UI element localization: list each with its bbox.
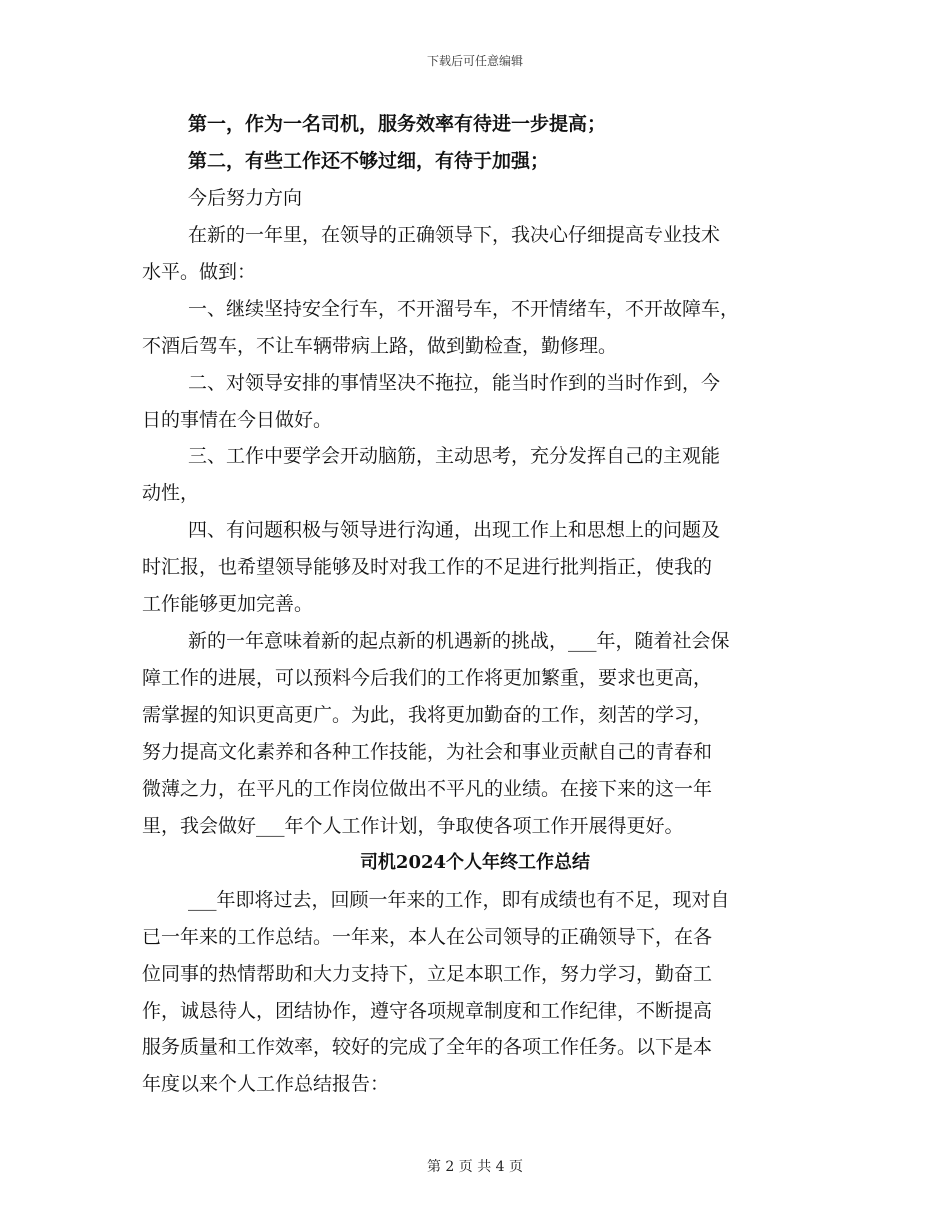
paragraph-line: 已一年来的工作总结。一年来，本人在公司领导的正确领导下，在各 xyxy=(142,925,713,948)
paragraph-line: 不酒后驾车，不让车辆带病上路，做到勤检查，勤修理。 xyxy=(142,334,618,357)
paragraph-line: 年度以来个人工作总结报告： xyxy=(142,1073,390,1096)
point-one-bold: 第一，作为一名司机，服务效率有待进一步提高； xyxy=(188,113,607,135)
paragraph-line: 时汇报，也希望领导能够及时对我工作的不足进行批判指正，使我的 xyxy=(142,556,713,579)
paragraph-line: 日的事情在今日做好。 xyxy=(142,408,333,431)
paragraph-line: 新的一年意味着新的起点新的机遇新的挑战，___年，随着社会保 xyxy=(188,630,730,653)
paragraph-line: 水平。做到： xyxy=(142,260,257,283)
paragraph-line: 里，我会做好___年个人工作计划，争取使各项工作开展得更好。 xyxy=(142,814,684,837)
paragraph-line: ___年即将过去，回顾一年来的工作，即有成绩也有不足，现对自 xyxy=(188,888,730,911)
paragraph-line: 工作能够更加完善。 xyxy=(142,593,314,616)
paragraph-line: 服务质量和工作效率，较好的完成了全年的各项工作任务。以下是本 xyxy=(142,1036,713,1059)
list-item-four: 四、有问题积极与领导进行沟通，出现工作上和思想上的问题及 xyxy=(188,519,721,542)
page-header: 下载后可任意编辑 xyxy=(426,54,523,68)
paragraph-line: 微薄之力，在平凡的工作岗位做出不平凡的业绩。在接下来的这一年 xyxy=(142,777,713,800)
paragraph-line: 作，诚恳待人，团结协作，遵守各项规章制度和工作纪律，不断提高 xyxy=(142,999,713,1022)
paragraph-line: 位同事的热情帮助和大力支持下，立足本职工作，努力学习，勤奋工 xyxy=(142,962,713,985)
paragraph-line: 努力提高文化素养和各种工作技能，为社会和事业贡献自己的青春和 xyxy=(142,740,713,763)
list-item-two: 二、对领导安排的事情坚决不拖拉，能当时作到的当时作到，今 xyxy=(188,371,721,394)
list-item-three: 三、工作中要学会开动脑筋，主动思考，充分发挥自己的主观能 xyxy=(188,445,721,468)
point-two-bold: 第二，有些工作还不够过细，有待于加强； xyxy=(188,149,550,172)
paragraph-line: 动性， xyxy=(142,482,200,505)
section-heading-future-direction: 今后努力方向 xyxy=(188,186,303,209)
page-number-footer: 第 2 页 共 4 页 xyxy=(426,1159,524,1175)
list-item-one: 一、继续坚持安全行车，不开溜号车，不开情绪车，不开故障车， xyxy=(188,297,740,320)
paragraph-line: 在新的一年里，在领导的正确领导下，我决心仔细提高专业技术 xyxy=(188,223,721,246)
paragraph-line: 障工作的进展，可以预料今后我们的工作将更加繁重，要求也更高， xyxy=(142,667,713,690)
section-title: 司机2024个人年终工作总结 xyxy=(359,851,591,873)
paragraph-line: 需掌握的知识更高更广。为此，我将更加勤奋的工作，刻苦的学习， xyxy=(142,704,713,726)
document-body xyxy=(142,106,808,1103)
